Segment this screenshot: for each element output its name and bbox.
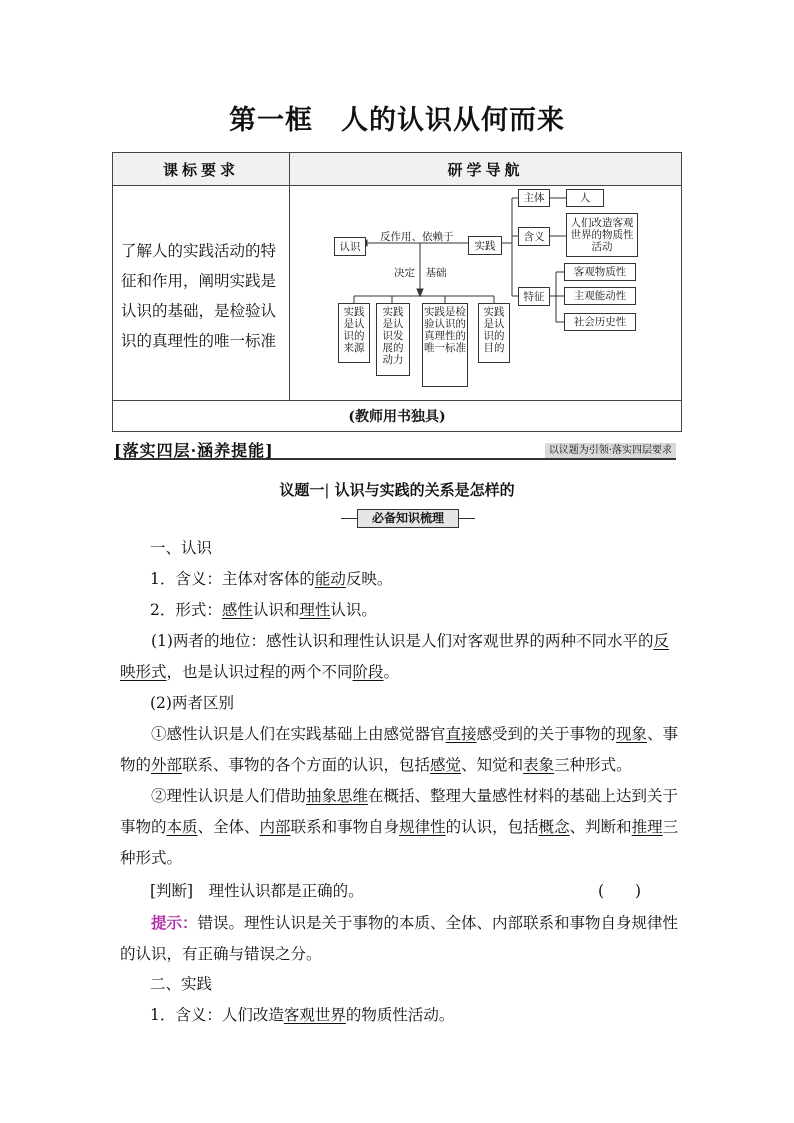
hint-paragraph: 提示：错误。理性认识是关于事物的本质、全体、内部联系和事物自身规律性的认识，有正确与错误之分。 [120, 913, 679, 963]
node-shijian: 实践 [468, 236, 502, 255]
node-hanyi-text: 人们改造客观世界的物质性活动 [566, 213, 638, 257]
requirements-table [112, 152, 682, 432]
page-title: 第一框 人的认识从何而来 [229, 105, 565, 136]
para-status: (1)两者的地位：感性认识和理性认识是人们对客观世界的两种不同水平的反映形式，也是认识过程的两个不同阶段。 [120, 632, 669, 681]
topic-label: 议题一 [279, 481, 325, 499]
edge-label-top: 反作用、依赖于 [380, 231, 454, 243]
topic-heading: 议题一| 认识与实践的关系是怎样的 [279, 481, 515, 499]
node-renshi: 认识 [334, 237, 366, 256]
section-banner-rule [114, 458, 676, 460]
header-course-requirements: 课标要求 [113, 153, 290, 186]
judge-question: [判断] 理性认识都是正确的。 [150, 882, 364, 900]
concept-diagram [290, 186, 682, 401]
node-hanyi: 含义 [518, 227, 550, 246]
header-study-guide: 研学导航 [290, 153, 682, 186]
section-banner-tag: 以议题为引领·落实四层要求 [545, 443, 676, 458]
node-ren: 人 [566, 189, 604, 207]
para-rational: ②理性认识是人们借助抽象思维在概括、整理大量感性材料的基础上达到关于事物的本质、全体、内部联系和事物自身规律性的认识，包括概念、判断和推理三种形式。 [120, 787, 679, 867]
knowledge-banner [341, 509, 475, 527]
section-banner [114, 438, 676, 460]
para-forms: 2．形式：感性认识和理性认识。 [150, 601, 377, 619]
heading-cognition: 一、认识 [150, 539, 213, 557]
judge-answer-blank: ( ) [598, 882, 642, 900]
requirement-text: 了解人的实践活动的特征和作用，阐明实践是认识的基础，是检验认识的真理性的唯一标准 [113, 186, 290, 401]
node-trait-3: 社会历史性 [564, 313, 636, 331]
heading-practice: 二、实践 [150, 975, 213, 993]
node-role-source: 实践是认识的来源 [338, 303, 370, 363]
teacher-only-note: (教师用书独具) [113, 401, 682, 432]
node-role-driver: 实践是认识发展的动力 [376, 303, 410, 376]
edge-label-mid: 决定 基础 [394, 267, 447, 279]
knowledge-label: 必备知识梳理 [357, 509, 459, 528]
node-tezheng: 特征 [518, 287, 550, 306]
section-banner-title: [落实四层·涵养提能] [114, 441, 274, 460]
para-difference-heading: (2)两者区别 [150, 694, 234, 712]
node-zhuti: 主体 [518, 189, 550, 207]
topic-title: 认识与实践的关系是怎样的 [334, 481, 515, 499]
para-perceptual: ①感性认识是人们在实践基础上由感觉器官直接感受到的关于事物的现象、事物的外部联系、事物的各个方面的认识，包括感觉、知觉和表象三种形式。 [120, 725, 679, 774]
node-trait-1: 客观物质性 [564, 263, 636, 281]
node-trait-2: 主观能动性 [564, 287, 636, 305]
node-role-criterion: 实践是检验认识的真理性的唯一标准 [422, 303, 468, 387]
hint-label: 提示： [151, 913, 198, 932]
para-definition: 1．含义：主体对客体的能动反映。 [150, 570, 393, 588]
para-practice-definition: 1．含义：人们改造客观世界的物质性活动。 [150, 1006, 455, 1024]
node-role-purpose: 实践是认识的目的 [478, 303, 510, 363]
